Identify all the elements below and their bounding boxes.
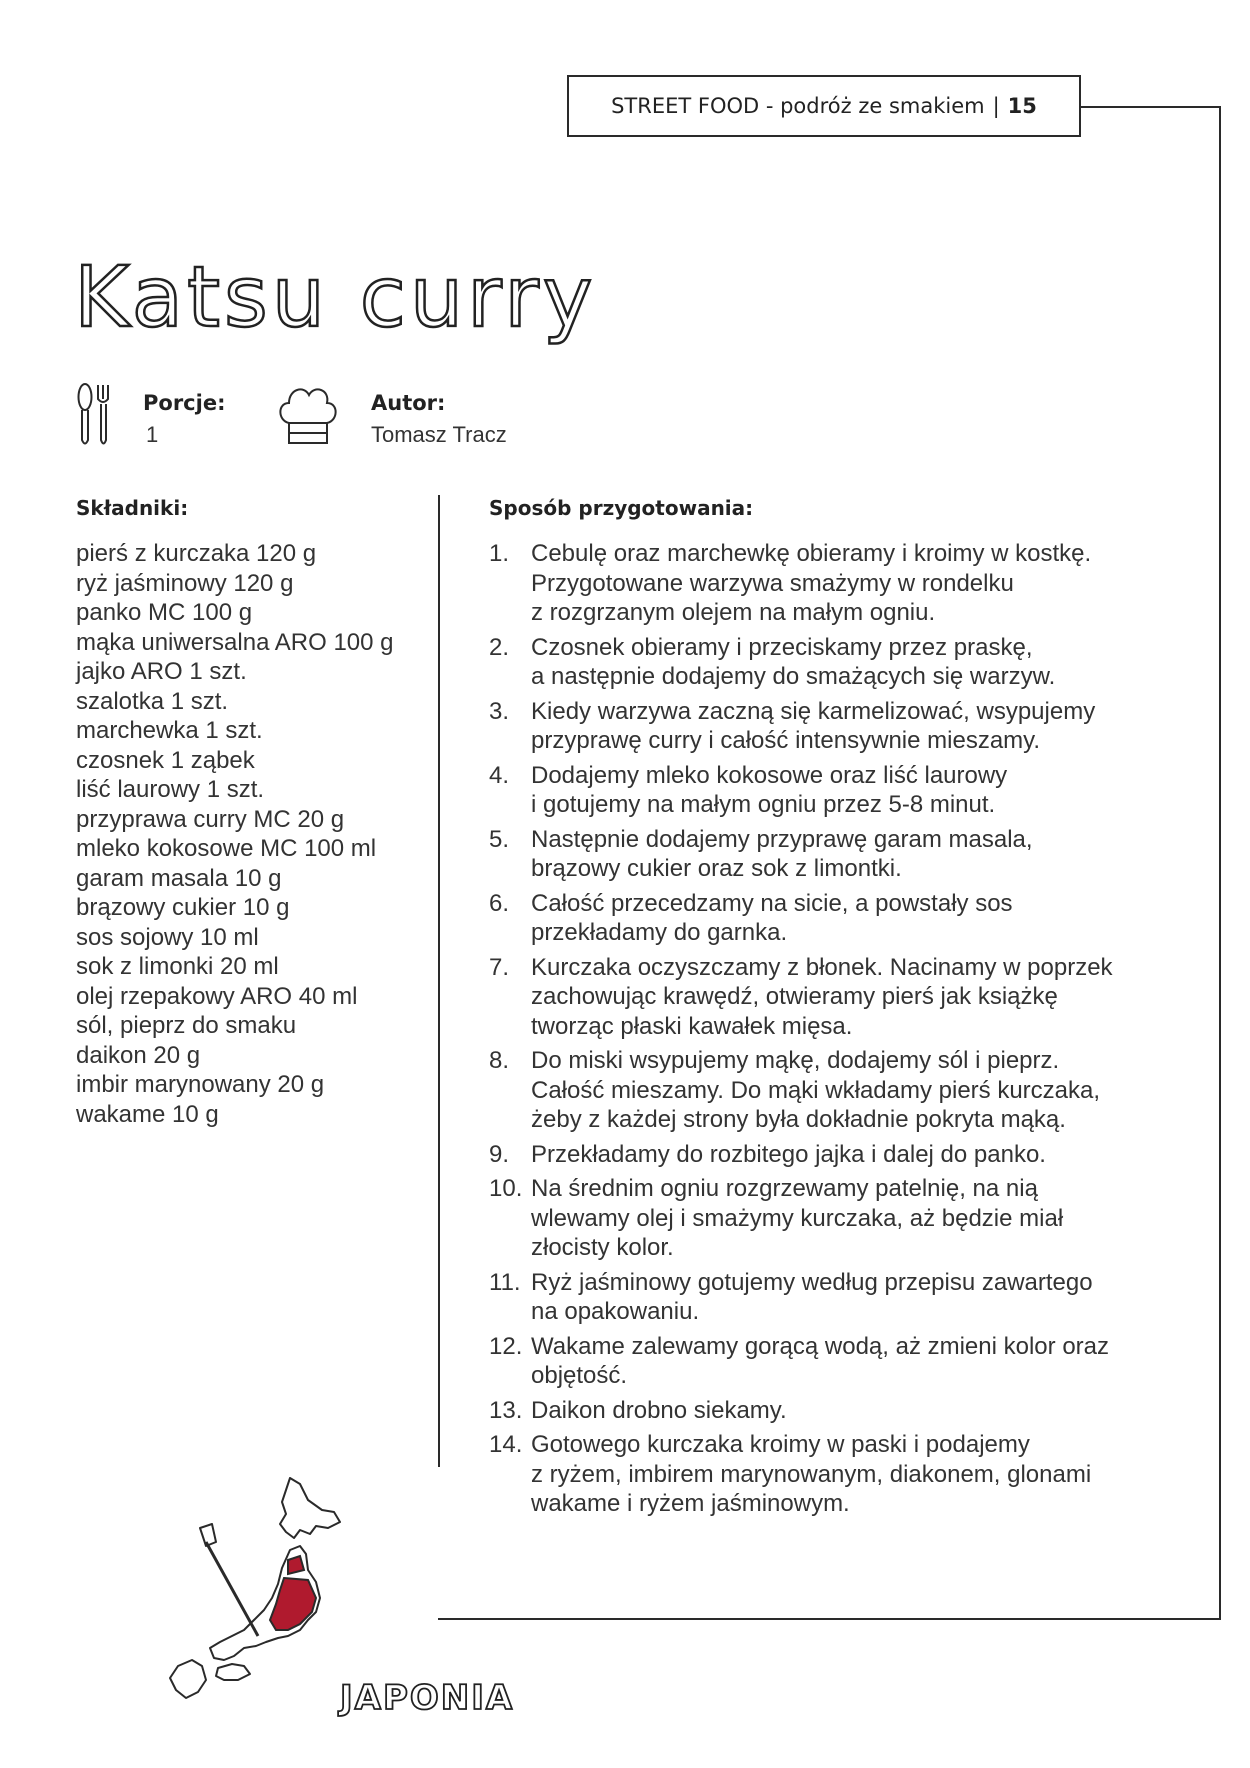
step-text bbox=[531, 889, 1179, 948]
step-line: objętość. bbox=[531, 1362, 628, 1389]
step-line: żeby z każdej strony była dokładnie pokryta mąką. bbox=[531, 1106, 1066, 1133]
list-item: czosnek 1 ząbek bbox=[76, 746, 255, 774]
list-item bbox=[489, 1268, 1179, 1327]
list-item bbox=[489, 1396, 1179, 1426]
ingredients-title: Składniki: bbox=[76, 496, 189, 520]
step-text bbox=[531, 825, 1179, 884]
step-text bbox=[531, 1174, 1179, 1263]
list-item: ryż jaśminowy 120 g bbox=[76, 569, 294, 597]
list-item: imbir marynowany 20 g bbox=[76, 1071, 325, 1098]
list-item: wakame 10 g bbox=[76, 1100, 219, 1128]
page-number: 15 bbox=[1007, 94, 1037, 118]
header-title: STREET FOOD - podróż ze smakiem bbox=[611, 94, 985, 118]
list-item: sól, pieprz do smaku bbox=[76, 1012, 297, 1039]
list-item bbox=[489, 1046, 1179, 1135]
column-divider bbox=[438, 495, 440, 1467]
step-line: Dodajemy mleko kokosowe oraz liść laurowy bbox=[531, 761, 1008, 789]
step-number: 12. bbox=[489, 1332, 523, 1360]
step-line: Kurczaka oczyszczamy z błonek. Nacinamy w poprzek bbox=[531, 953, 1113, 981]
list-item: przyprawa curry MC 20 g bbox=[76, 805, 345, 833]
step-line: z rozgrzanym olejem na małym ogniu. bbox=[531, 599, 936, 626]
step-number: 4. bbox=[489, 761, 510, 789]
step-line: brązowy cukier oraz sok z limontki. bbox=[531, 855, 902, 882]
step-text bbox=[531, 697, 1179, 756]
step-line: Czosnek obieramy i przeciskamy przez praskę, bbox=[531, 633, 1033, 661]
step-line: Przekładamy do rozbitego jajka i dalej do panko. bbox=[531, 1140, 1046, 1168]
list-item bbox=[489, 761, 1179, 820]
list-item bbox=[489, 633, 1179, 692]
step-number: 13. bbox=[489, 1396, 523, 1424]
header-separator: | bbox=[992, 94, 1000, 118]
step-line: przyprawę curry i całość intensywnie mieszamy. bbox=[531, 727, 1041, 754]
step-number: 5. bbox=[489, 825, 510, 853]
frame-top-line bbox=[1081, 106, 1221, 108]
step-line: wakame i ryżem jaśminowym. bbox=[531, 1490, 850, 1517]
step-text bbox=[531, 761, 1179, 820]
step-text bbox=[531, 1430, 1179, 1519]
list-item: mąka uniwersalna ARO 100 g bbox=[76, 628, 394, 656]
step-line: Do miski wsypujemy mąkę, dodajemy sól i pieprz. bbox=[531, 1047, 1060, 1074]
list-item: marchewka 1 szt. bbox=[76, 717, 263, 744]
step-line: wlewamy olej i smażymy kurczaka, aż będzie miał bbox=[531, 1204, 1064, 1232]
step-line: zachowując krawędź, otwieramy pierś jak książkę bbox=[531, 983, 1058, 1010]
step-number: 2. bbox=[489, 633, 510, 661]
step-line: Całość przecedzamy na sicie, a powstały sos bbox=[531, 889, 1013, 917]
list-item: liść laurowy 1 szt. bbox=[76, 776, 265, 803]
step-number: 3. bbox=[489, 697, 510, 725]
list-item: jajko ARO 1 szt. bbox=[76, 658, 247, 685]
header-box bbox=[567, 75, 1081, 137]
fork-and-spoon-icon bbox=[74, 382, 114, 448]
step-line: Na średnim ogniu rozgrzewamy patelnię, na nią bbox=[531, 1175, 1038, 1202]
chef-hat-icon bbox=[276, 383, 340, 447]
step-text bbox=[531, 1396, 1179, 1426]
step-number: 7. bbox=[489, 953, 510, 981]
step-number: 6. bbox=[489, 889, 510, 917]
step-text bbox=[531, 539, 1179, 628]
step-line: Gotowego kurczaka kroimy w paski i podajemy bbox=[531, 1431, 1030, 1458]
preparation-steps bbox=[489, 539, 1179, 1524]
list-item: brązowy cukier 10 g bbox=[76, 894, 290, 921]
step-line: Cebulę oraz marchewkę obieramy i kroimy w kostkę. bbox=[531, 540, 1092, 567]
step-number: 9. bbox=[489, 1140, 510, 1168]
portions-label: Porcje: bbox=[143, 391, 226, 415]
frame-right-line bbox=[1219, 106, 1221, 1620]
step-text bbox=[531, 1046, 1179, 1135]
step-text bbox=[531, 953, 1179, 1042]
step-text bbox=[531, 1140, 1179, 1170]
list-item bbox=[489, 697, 1179, 756]
preparation-title: Sposób przygotowania: bbox=[489, 496, 754, 520]
step-line: Następnie dodajemy przyprawę garam masala, bbox=[531, 825, 1033, 853]
recipe-title: Katsu curry bbox=[74, 248, 597, 346]
country-label: JAPONIA bbox=[340, 1678, 515, 1718]
step-line: Całość mieszamy. Do mąki wkładamy pierś kurczaka, bbox=[531, 1076, 1101, 1104]
step-line: z ryżem, imbirem marynowanym, diakonem, glonami bbox=[531, 1460, 1092, 1488]
step-line: a następnie dodajemy do smażących się warzyw. bbox=[531, 663, 1056, 690]
list-item bbox=[489, 1140, 1179, 1170]
step-line: na opakowaniu. bbox=[531, 1298, 700, 1325]
step-number: 10. bbox=[489, 1175, 523, 1202]
step-line: Ryż jaśminowy gotujemy według przepisu zawartego bbox=[531, 1268, 1093, 1296]
list-item: szalotka 1 szt. bbox=[76, 687, 229, 715]
step-line: Daikon drobno siekamy. bbox=[531, 1396, 787, 1424]
list-item: panko MC 100 g bbox=[76, 599, 253, 626]
step-text bbox=[531, 1332, 1179, 1391]
list-item bbox=[489, 953, 1179, 1042]
frame-bottom-line bbox=[438, 1618, 1221, 1620]
list-item: garam masala 10 g bbox=[76, 864, 282, 892]
list-item: daikon 20 g bbox=[76, 1041, 201, 1069]
step-number: 1. bbox=[489, 540, 510, 567]
step-number: 8. bbox=[489, 1047, 510, 1074]
list-item: pierś z kurczaka 120 g bbox=[76, 540, 317, 567]
step-line: Wakame zalewamy gorącą wodą, aż zmieni kolor oraz bbox=[531, 1332, 1110, 1360]
list-item bbox=[489, 825, 1179, 884]
step-number: 14. bbox=[489, 1431, 523, 1458]
step-text bbox=[531, 1268, 1179, 1327]
step-line: i gotujemy na małym ogniu przez 5-8 minut. bbox=[531, 791, 996, 818]
list-item bbox=[489, 1174, 1179, 1263]
ingredients-list bbox=[76, 539, 394, 1129]
step-line: złocisty kolor. bbox=[531, 1234, 674, 1261]
step-line: Przygotowane warzywa smażymy w rondelku bbox=[531, 569, 1014, 597]
list-item: mleko kokosowe MC 100 ml bbox=[76, 835, 377, 862]
step-number: 11. bbox=[489, 1268, 521, 1296]
list-item: olej rzepakowy ARO 40 ml bbox=[76, 982, 358, 1010]
list-item bbox=[489, 1332, 1179, 1391]
step-line: tworząc płaski kawałek mięsa. bbox=[531, 1012, 853, 1040]
step-line: przekładamy do garnka. bbox=[531, 919, 788, 946]
list-item: sos sojowy 10 ml bbox=[76, 923, 259, 951]
japan-map-icon bbox=[140, 1470, 370, 1700]
portions-value: 1 bbox=[146, 422, 159, 447]
list-item bbox=[489, 889, 1179, 948]
step-line: Kiedy warzywa zaczną się karmelizować, wsypujemy bbox=[531, 697, 1096, 725]
step-text bbox=[531, 633, 1179, 692]
list-item: sok z limonki 20 ml bbox=[76, 953, 279, 980]
list-item bbox=[489, 1430, 1179, 1519]
list-item bbox=[489, 539, 1179, 628]
author-value: Tomasz Tracz bbox=[371, 422, 507, 447]
author-label: Autor: bbox=[371, 391, 446, 415]
